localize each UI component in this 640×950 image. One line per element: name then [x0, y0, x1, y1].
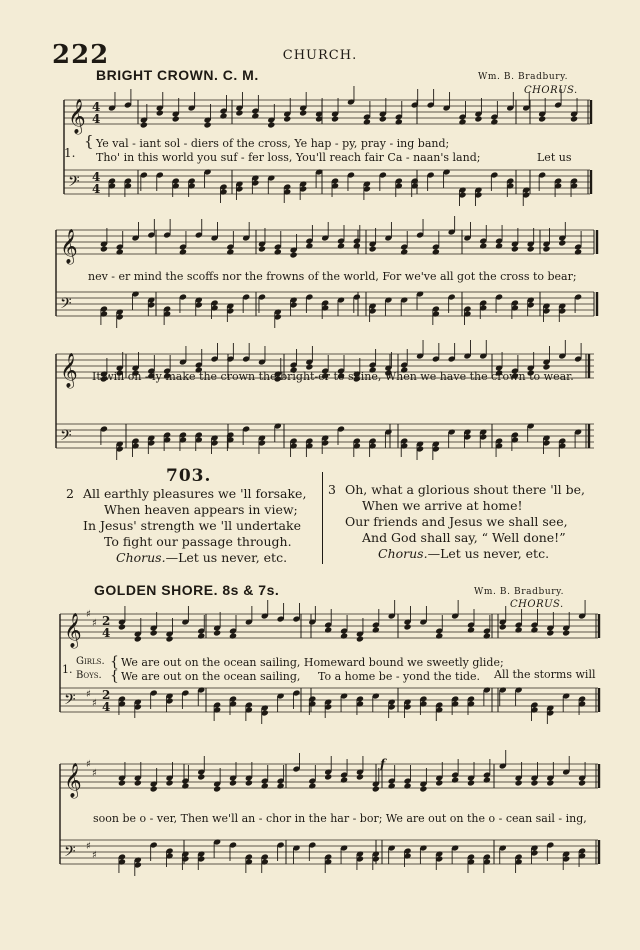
note-head — [511, 245, 519, 252]
lyric-line: We are out on the ocean sailing, Homeward bound we sweetly glide; — [121, 656, 504, 669]
note-head — [432, 248, 440, 255]
chorus-reference: Chorus.—Let us never, etc. — [378, 546, 550, 561]
stanza-line: And God shall say, “ Well done!” — [362, 530, 566, 545]
lyric-line: soon be o - ver, Then we'll an - chor in the har - bor; We are out on the o - cean sail - ing, — [93, 812, 587, 825]
bass-clef: 𝄢 — [60, 427, 72, 448]
treble-clef: 𝄞 — [60, 229, 78, 264]
note-head — [340, 776, 348, 783]
treble-clef: 𝄞 — [60, 353, 78, 388]
dynamic-forte: f — [380, 757, 386, 771]
note-head — [542, 245, 550, 252]
note-head — [467, 626, 475, 633]
music-system — [52, 346, 598, 454]
note-head — [150, 629, 158, 636]
bass-clef: 𝄢 — [60, 295, 72, 316]
sharp-sign: ♯ — [86, 689, 91, 700]
note-head — [356, 773, 364, 780]
note-head — [274, 248, 282, 255]
note-head — [546, 779, 554, 786]
note-head — [369, 245, 377, 252]
time-signature-numerator: 4 — [92, 170, 101, 184]
chorus-marker: CHORUS. — [524, 85, 578, 96]
lyric-line: nev - er mind the scoffs nor the frowns of the world, For we've all got the cross to bear; — [88, 270, 577, 283]
voice-label-boys: Boys. — [76, 670, 102, 681]
bass-clef: 𝄢 — [64, 843, 76, 864]
stanza-line: All earthly pleasures we 'll forsake, — [83, 486, 307, 501]
stanza-line: Oh, what a glorious shout there 'll be, — [345, 482, 585, 497]
sharp-sign: ♯ — [92, 698, 97, 709]
time-signature-numerator: 4 — [92, 100, 101, 114]
time-signature-numerator: 2 — [102, 614, 111, 628]
brace-glyph: { — [110, 654, 119, 670]
note-head — [483, 632, 491, 639]
hymn-title-golden-shore: GOLDEN SHORE. 8s & 7s. — [94, 582, 280, 598]
note-head — [356, 635, 364, 642]
note-head — [538, 115, 546, 122]
verse-number: 1. — [62, 663, 73, 676]
note-head — [229, 779, 237, 786]
note-head — [277, 782, 285, 789]
note-head — [337, 242, 345, 249]
page-number: 222 — [52, 40, 110, 70]
time-signature-denominator: 4 — [92, 182, 101, 196]
note-head — [403, 623, 411, 630]
sharp-sign: ♯ — [86, 759, 91, 770]
note-head — [490, 118, 498, 125]
note-head — [324, 773, 332, 780]
sharp-sign: ♯ — [92, 768, 97, 779]
note-head — [219, 112, 227, 119]
stanza-line: In Jesus' strength we 'll undertake — [83, 518, 301, 533]
stanza-number: 3 — [328, 482, 336, 497]
note-head — [562, 629, 570, 636]
note-head — [499, 623, 507, 630]
note-head — [570, 115, 578, 122]
note-head — [331, 115, 339, 122]
stanza-line: To fight our passage through. — [104, 534, 292, 549]
note-head — [165, 779, 173, 786]
note-head — [403, 782, 411, 789]
voice-label-girls: Girls. — [76, 656, 105, 667]
note-head — [308, 782, 316, 789]
column-divider — [322, 472, 323, 564]
lyric-line: To a home be - yond the tide. — [318, 670, 481, 683]
stanza-line: Our friends and Jesus we shall see, — [345, 514, 568, 529]
note-head — [515, 779, 523, 786]
note-head — [197, 632, 205, 639]
note-head — [213, 785, 221, 792]
note-head — [134, 635, 142, 642]
lyric-line: It will on - ly make the crown the bright-er to shine, When we have the crown to wear. — [92, 370, 574, 383]
brace-glyph: { — [110, 668, 119, 684]
note-head — [379, 115, 387, 122]
note-head — [372, 785, 380, 792]
note-head — [134, 779, 142, 786]
time-signature-denominator: 4 — [102, 626, 111, 640]
bass-clef: 𝄢 — [64, 691, 76, 712]
note-head — [116, 248, 124, 255]
note-head — [479, 242, 487, 249]
note-head — [435, 632, 443, 639]
note-head — [100, 245, 108, 252]
composer-credit: Wm. B. Bradbury. — [474, 587, 565, 597]
note-head — [515, 626, 523, 633]
note-head — [226, 248, 234, 255]
note-head — [213, 629, 221, 636]
note-head — [197, 773, 205, 780]
bass-clef: 𝄢 — [68, 173, 80, 194]
running-header: CHURCH. — [282, 48, 358, 63]
note-head — [395, 118, 403, 125]
note-head — [530, 779, 538, 786]
brace-glyph: { — [84, 132, 94, 150]
note-head — [290, 251, 298, 258]
time-signature-denominator: 4 — [102, 700, 111, 714]
note-head — [204, 121, 212, 128]
hymn-number: 703. — [166, 466, 212, 486]
note-head — [267, 121, 275, 128]
note-head — [388, 782, 396, 789]
note-head — [140, 121, 148, 128]
note-head — [118, 779, 126, 786]
note-head — [372, 626, 380, 633]
sharp-sign: ♯ — [92, 618, 97, 629]
note-head — [258, 245, 266, 252]
sharp-sign: ♯ — [86, 609, 91, 620]
note-head — [165, 635, 173, 642]
note-head — [305, 242, 313, 249]
note-head — [251, 112, 259, 119]
note-head — [150, 785, 158, 792]
note-head — [283, 115, 291, 122]
sharp-sign: ♯ — [92, 850, 97, 861]
note-head — [340, 632, 348, 639]
lyric-line: Let us — [537, 151, 572, 164]
note-head — [235, 109, 243, 116]
composer-credit: Wm. B. Bradbury. — [478, 72, 569, 82]
note-head — [156, 109, 164, 116]
verse-number: 1. — [64, 146, 76, 160]
note-head — [483, 776, 491, 783]
lyric-line: Ye val - iant sol - diers of the cross, Ye hap - py, pray - ing band; — [96, 137, 450, 150]
note-head — [353, 242, 361, 249]
note-head — [400, 248, 408, 255]
note-head — [118, 623, 126, 630]
note-head — [363, 118, 371, 125]
time-signature-numerator: 2 — [102, 688, 111, 702]
note-head — [578, 779, 586, 786]
note-head — [558, 239, 566, 246]
note-head — [435, 779, 443, 786]
time-signature-denominator: 4 — [92, 112, 101, 126]
note-head — [181, 782, 189, 789]
stanza-line: When we arrive at home! — [362, 498, 523, 513]
note-head — [229, 632, 237, 639]
lyric-line: Tho' in this world you suf - fer loss, You'll reach fair Ca - naan's land; — [96, 151, 481, 164]
note-head — [299, 109, 307, 116]
note-head — [324, 626, 332, 633]
note-head — [574, 248, 582, 255]
note-head — [451, 776, 459, 783]
note-head — [495, 242, 503, 249]
note-head — [419, 785, 427, 792]
note-head — [474, 115, 482, 122]
note-head — [458, 118, 466, 125]
stanza-line: When heaven appears in view; — [104, 502, 298, 517]
treble-clef: 𝄞 — [64, 763, 82, 798]
hymn-title-bright-crown: BRIGHT CROWN. C. M. — [96, 67, 259, 83]
note-head — [179, 248, 187, 255]
chorus-marker: CHORUS. — [510, 599, 564, 610]
note-head — [530, 626, 538, 633]
lyric-line: All the storms will — [494, 668, 596, 681]
lyric-line: We are out on the ocean sailing, — [121, 670, 301, 683]
stanza-number: 2 — [66, 486, 74, 501]
treble-clef: 𝄞 — [64, 613, 82, 648]
note-head — [261, 782, 269, 789]
note-head — [245, 779, 253, 786]
treble-clef: 𝄞 — [68, 99, 86, 134]
chorus-reference: Chorus.—Let us never, etc. — [116, 550, 288, 565]
note-head — [546, 629, 554, 636]
sharp-sign: ♯ — [86, 841, 91, 852]
note-head — [172, 115, 180, 122]
note-head — [527, 245, 535, 252]
note-head — [467, 779, 475, 786]
